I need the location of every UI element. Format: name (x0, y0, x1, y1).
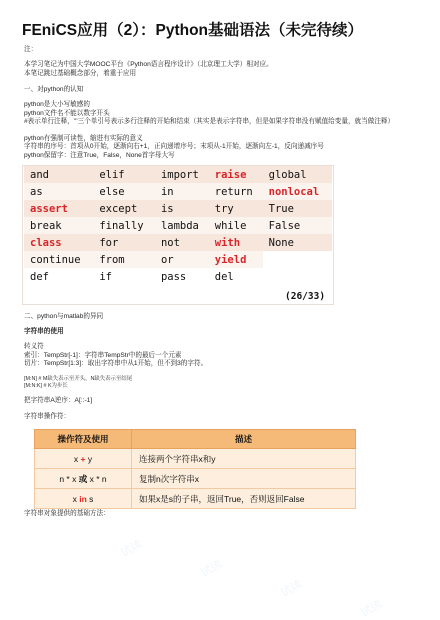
watermark: 试读 (198, 557, 225, 580)
keyword-cell: is (155, 200, 209, 217)
slide-page-number: (26/33) (285, 291, 326, 302)
intro-line-2: 本笔记跳过基础概念部分，着重于应用 (24, 70, 137, 77)
watermark: 试读 (358, 597, 385, 620)
keyword-cell (263, 251, 332, 268)
keyword-cell: continue (24, 251, 93, 268)
operator: + (80, 453, 86, 464)
table-row (35, 489, 356, 509)
keyword-cell: in (155, 183, 209, 200)
keyword-cell: with (209, 234, 263, 251)
keyword-cell: elif (93, 166, 155, 183)
operand: s (89, 493, 94, 504)
keyword-cell: None (263, 234, 332, 251)
subheading-string-usage: 字符串的使用 (24, 328, 64, 335)
operator: 或 (78, 473, 88, 484)
description-cell: 如果x是s的子串，返回True，否则返回False (132, 489, 356, 509)
keyword-cell: else (93, 183, 155, 200)
index-line: 索引：TempStr[-1]：字符串TempStr中的最后一个元素 (24, 352, 182, 359)
keyword-cell: import (155, 166, 209, 183)
table-row (24, 166, 332, 183)
description-cell: 复制n次字符串x (132, 469, 356, 489)
column-header: 操作符及使用 (35, 430, 132, 449)
operator-usage-cell (35, 489, 132, 509)
watermark: 试读 (278, 577, 305, 600)
keyword-cell: yield (209, 251, 263, 268)
keyword-cell: False (263, 217, 332, 234)
keyword-cell: except (93, 200, 155, 217)
page-title: FEniCS应用（2）：Python基础语法（未完待续） (22, 22, 364, 39)
watermark: 试读 (118, 537, 145, 560)
keyword-cell: break (24, 217, 93, 234)
slice-note-2: [M:N:K] # K为步长 (24, 383, 68, 389)
operand: x (72, 493, 77, 504)
table-row (35, 449, 356, 469)
s1-line: python保留字：注意True，False，None首字母大写 (24, 152, 175, 159)
description-cell: 连接两个字符串x和y (132, 449, 356, 469)
keyword-cell: global (263, 166, 332, 183)
table-row (24, 217, 332, 234)
keyword-cell: def (24, 268, 93, 285)
table-row (24, 183, 332, 200)
keyword-cell: from (93, 251, 155, 268)
s1-line: python是大小写敏感的 (24, 101, 90, 108)
operator: in (79, 493, 87, 504)
column-header: 描述 (132, 430, 356, 449)
operand: n * x (59, 473, 77, 484)
table-header-row (35, 430, 356, 449)
reserved-keywords-table (24, 166, 332, 285)
keyword-cell: pass (155, 268, 209, 285)
slice-line: 切片：TempStr[1:3]：取出字符串中从1开始，但不到3的字符。 (24, 360, 208, 367)
slice-note-1: [M:N] # M缺失表示至开头，N缺失表示至结尾 (24, 376, 133, 382)
keyword-cell: del (209, 268, 263, 285)
section-heading-1: 一、对python的认知 (24, 86, 84, 93)
keyword-cell: nonlocal (263, 183, 332, 200)
reverse-line: 把字符串A逆序：A[::-1] (24, 397, 93, 404)
operator-usage-cell (35, 449, 132, 469)
keyword-cell: if (93, 268, 155, 285)
keyword-cell: and (24, 166, 93, 183)
escape-label: 转义符 (24, 343, 44, 350)
keyword-cell: for (93, 234, 155, 251)
keyword-cell: class (24, 234, 93, 251)
operand: x (73, 453, 79, 464)
keyword-cell: assert (24, 200, 93, 217)
table-row (24, 251, 332, 268)
keyword-cell (263, 268, 332, 285)
keyword-cell: lambda (155, 217, 209, 234)
section-heading-2: 二、python与matlab的异同 (24, 313, 104, 320)
keyword-cell: True (263, 200, 332, 217)
keyword-cell: as (24, 183, 93, 200)
operand: x * n (89, 473, 107, 484)
methods-line: 字符串对象提供的基础方法： (24, 510, 110, 517)
keyword-cell: raise (209, 166, 263, 183)
string-operators-table (34, 429, 356, 509)
note-label: 注： (24, 46, 38, 53)
keyword-cell: or (155, 251, 209, 268)
s1-line: 字符串的序号：首项从0开始，逐渐向右+1，正向递增序号；末项从-1开始，逐渐向左-1，反向递减序号 (24, 143, 324, 150)
keyword-cell: return (209, 183, 263, 200)
s1-line: python文件名不能以数字开头 (24, 110, 110, 117)
keyword-cell: while (209, 217, 263, 234)
keyword-cell: finally (93, 217, 155, 234)
table-row (35, 469, 356, 489)
operator-usage-cell (35, 469, 132, 489)
table-row (24, 234, 332, 251)
table-row (24, 268, 332, 285)
keyword-cell: try (209, 200, 263, 217)
s1-line: #表示单行注释，'''三个单引号表示多行注释的开始和结束（其实是表示字符串，但是如果字符串没有赋值给变量，就当做注释） (24, 118, 395, 125)
intro-line-1: 本学习笔记为中国大学MOOC平台《Python语言程序设计》（北京理工大学）相对应。 (24, 61, 273, 68)
operators-heading: 字符串操作符： (24, 413, 71, 420)
s1-line: python有强制可读性，缩进有实际的意义 (24, 135, 143, 142)
operand: y (87, 453, 93, 464)
table-row (24, 200, 332, 217)
keyword-cell: not (155, 234, 209, 251)
